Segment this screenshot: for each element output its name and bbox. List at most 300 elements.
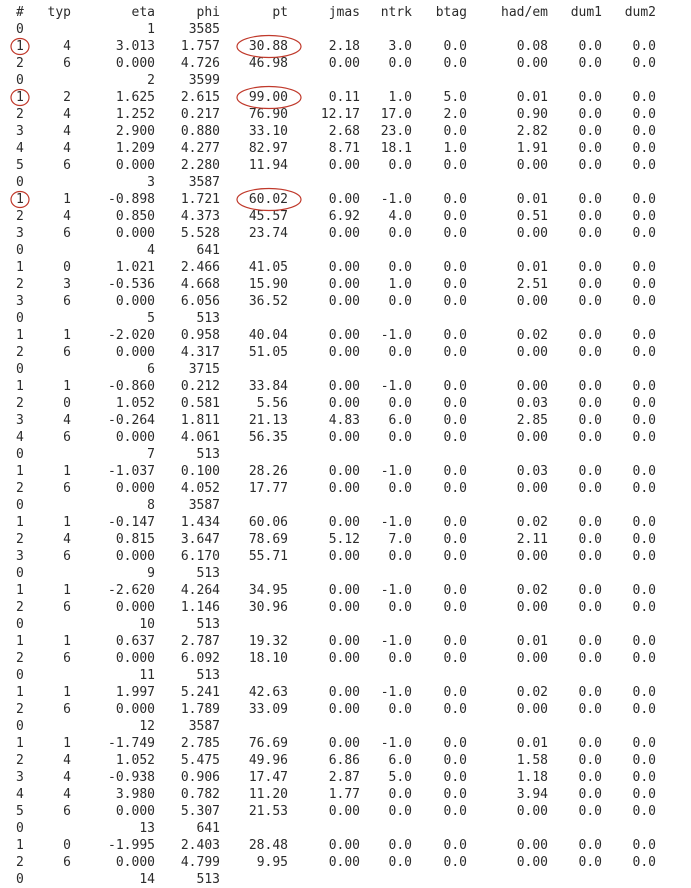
cell-dum1: 0.0 [578,430,602,445]
cell-ntrk: 0.0 [388,345,412,360]
cell-row-index: 0 [16,566,24,581]
cell-dum1: 0.0 [578,107,602,122]
object-row [0,429,691,446]
cell-typ: 1 [63,515,71,530]
header-eta: eta [131,5,155,20]
cell-pt: 51.05 [248,345,288,360]
cell-dum1: 0.0 [578,158,602,173]
cell-had-em: 0.00 [516,549,548,564]
cell-phi: 513 [196,668,220,683]
cell-eta: 1 [147,22,155,37]
cell-ntrk: -1.0 [380,634,412,649]
cell-pt: 60.06 [248,515,288,530]
cell-dum2: 0.0 [632,583,656,598]
cell-ntrk: -1.0 [380,192,412,207]
cell-btag: 5.0 [443,90,467,105]
cell-phi: 3715 [188,362,220,377]
event-header-row [0,72,691,89]
object-row [0,412,691,429]
cell-phi: 2.615 [180,90,220,105]
cell-eta: 0.637 [115,634,155,649]
cell-pt: 11.94 [248,158,288,173]
object-row [0,106,691,123]
cell-dum1: 0.0 [578,56,602,71]
cell-btag: 0.0 [443,685,467,700]
cell-row-index: 2 [16,56,24,71]
cell-dum2: 0.0 [632,600,656,615]
cell-btag: 0.0 [443,600,467,615]
cell-dum2: 0.0 [632,685,656,700]
cell-jmas: 2.87 [328,770,360,785]
cell-row-index: 1 [16,736,24,751]
cell-row-index: 2 [16,481,24,496]
cell-eta: 13 [139,821,155,836]
cell-eta: 11 [139,668,155,683]
cell-row-index: 2 [16,702,24,717]
cell-had-em: 0.00 [516,702,548,717]
cell-eta: 6 [147,362,155,377]
event-header-row [0,361,691,378]
cell-dum2: 0.0 [632,90,656,105]
cell-row-index: 0 [16,243,24,258]
cell-dum2: 0.0 [632,549,656,564]
object-row [0,225,691,242]
cell-had-em: 0.51 [516,209,548,224]
cell-had-em: 0.90 [516,107,548,122]
cell-pt: 9.95 [256,855,288,870]
cell-row-index: 1 [16,515,24,530]
cell-eta: -1.995 [108,838,155,853]
object-row [0,327,691,344]
cell-dum1: 0.0 [578,39,602,54]
cell-jmas: 0.00 [328,294,360,309]
cell-phi: 513 [196,617,220,632]
cell-btag: 0.0 [443,515,467,530]
cell-dum2: 0.0 [632,753,656,768]
cell-dum1: 0.0 [578,583,602,598]
cell-typ: 3 [63,277,71,292]
cell-ntrk: 6.0 [388,753,412,768]
cell-pt: 36.52 [248,294,288,309]
cell-typ: 0 [63,260,71,275]
cell-phi: 2.466 [180,260,220,275]
cell-jmas: 0.00 [328,855,360,870]
cell-typ: 4 [63,39,71,54]
cell-btag: 0.0 [443,396,467,411]
object-row [0,803,691,820]
cell-dum2: 0.0 [632,396,656,411]
cell-eta: 2 [147,73,155,88]
object-row [0,633,691,650]
cell-had-em: 0.00 [516,838,548,853]
cell-jmas: 0.00 [328,464,360,479]
cell-btag: 0.0 [443,532,467,547]
cell-ntrk: 0.0 [388,651,412,666]
cell-dum2: 0.0 [632,515,656,530]
cell-btag: 0.0 [443,430,467,445]
cell-had-em: 0.00 [516,651,548,666]
cell-dum2: 0.0 [632,192,656,207]
cell-ntrk: 1.0 [388,277,412,292]
cell-dum2: 0.0 [632,124,656,139]
cell-phi: 0.100 [180,464,220,479]
cell-btag: 0.0 [443,804,467,819]
cell-ntrk: 0.0 [388,226,412,241]
cell-row-index: 3 [16,413,24,428]
cell-ntrk: 0.0 [388,430,412,445]
cell-dum1: 0.0 [578,787,602,802]
cell-phi: 2.280 [180,158,220,173]
header-dum2: dum2 [624,5,656,20]
cell-ntrk: 0.0 [388,260,412,275]
cell-typ: 1 [63,736,71,751]
cell-row-index: 5 [16,804,24,819]
cell-eta: 3.013 [115,39,155,54]
cell-typ: 6 [63,702,71,717]
cell-eta: 3.980 [115,787,155,802]
cell-pt: 30.96 [248,600,288,615]
cell-pt: 99.00 [248,90,288,105]
cell-ntrk: 0.0 [388,396,412,411]
cell-dum2: 0.0 [632,39,656,54]
cell-eta: 0.000 [115,804,155,819]
cell-dum1: 0.0 [578,192,602,207]
cell-had-em: 3.94 [516,787,548,802]
cell-eta: -0.898 [108,192,155,207]
cell-typ: 6 [63,345,71,360]
cell-btag: 0.0 [443,277,467,292]
cell-phi: 2.785 [180,736,220,751]
header-row-index: # [16,5,24,20]
cell-jmas: 0.00 [328,379,360,394]
cell-pt: 28.48 [248,838,288,853]
cell-phi: 0.782 [180,787,220,802]
cell-typ: 2 [63,90,71,105]
cell-ntrk: 5.0 [388,770,412,785]
cell-dum1: 0.0 [578,481,602,496]
cell-row-index: 1 [16,192,24,207]
cell-had-em: 0.00 [516,430,548,445]
cell-ntrk: 6.0 [388,413,412,428]
cell-phi: 2.787 [180,634,220,649]
cell-row-index: 2 [16,345,24,360]
cell-typ: 6 [63,430,71,445]
cell-ntrk: 7.0 [388,532,412,547]
cell-pt: 46.98 [248,56,288,71]
cell-btag: 0.0 [443,549,467,564]
object-row [0,378,691,395]
cell-jmas: 0.00 [328,583,360,598]
cell-dum2: 0.0 [632,209,656,224]
cell-dum2: 0.0 [632,226,656,241]
cell-typ: 6 [63,481,71,496]
cell-pt: 18.10 [248,651,288,666]
cell-had-em: 0.03 [516,464,548,479]
cell-eta: 0.850 [115,209,155,224]
cell-phi: 5.307 [180,804,220,819]
cell-typ: 1 [63,685,71,700]
cell-dum2: 0.0 [632,141,656,156]
cell-had-em: 2.85 [516,413,548,428]
cell-phi: 4.277 [180,141,220,156]
cell-typ: 6 [63,855,71,870]
cell-typ: 6 [63,651,71,666]
cell-btag: 0.0 [443,583,467,598]
cell-dum1: 0.0 [578,685,602,700]
cell-had-em: 1.18 [516,770,548,785]
cell-jmas: 0.00 [328,549,360,564]
cell-eta: 1.209 [115,141,155,156]
cell-ntrk: 0.0 [388,549,412,564]
cell-row-index: 3 [16,226,24,241]
cell-had-em: 0.02 [516,685,548,700]
cell-btag: 0.0 [443,413,467,428]
cell-dum2: 0.0 [632,107,656,122]
cell-phi: 1.146 [180,600,220,615]
cell-dum2: 0.0 [632,702,656,717]
object-row [0,514,691,531]
object-row [0,293,691,310]
cell-had-em: 0.00 [516,855,548,870]
cell-eta: 1.625 [115,90,155,105]
cell-phi: 1.434 [180,515,220,530]
cell-dum2: 0.0 [632,855,656,870]
cell-btag: 0.0 [443,39,467,54]
object-row [0,735,691,752]
object-row [0,395,691,412]
object-row [0,208,691,225]
event-header-row [0,310,691,327]
cell-typ: 6 [63,158,71,173]
cell-pt: 17.47 [248,770,288,785]
cell-jmas: 8.71 [328,141,360,156]
object-row [0,599,691,616]
cell-row-index: 3 [16,294,24,309]
cell-eta: 14 [139,872,155,887]
cell-phi: 0.906 [180,770,220,785]
cell-row-index: 0 [16,22,24,37]
cell-jmas: 0.00 [328,600,360,615]
cell-phi: 513 [196,566,220,581]
cell-pt: 76.90 [248,107,288,122]
object-row [0,582,691,599]
cell-dum1: 0.0 [578,855,602,870]
cell-ntrk: 4.0 [388,209,412,224]
cell-eta: 9 [147,566,155,581]
cell-phi: 3587 [188,175,220,190]
cell-eta: 1.021 [115,260,155,275]
cell-pt: 42.63 [248,685,288,700]
cell-eta: 0.000 [115,702,155,717]
object-row [0,548,691,565]
cell-dum2: 0.0 [632,413,656,428]
object-row [0,276,691,293]
cell-jmas: 0.00 [328,634,360,649]
cell-dum1: 0.0 [578,90,602,105]
cell-had-em: 0.01 [516,90,548,105]
cell-dum1: 0.0 [578,209,602,224]
cell-pt: 55.71 [248,549,288,564]
cell-ntrk: 0.0 [388,481,412,496]
cell-row-index: 3 [16,549,24,564]
cell-btag: 1.0 [443,141,467,156]
cell-btag: 0.0 [443,56,467,71]
cell-row-index: 2 [16,855,24,870]
cell-dum2: 0.0 [632,328,656,343]
cell-row-index: 2 [16,600,24,615]
header-phi: phi [196,5,220,20]
cell-ntrk: 18.1 [380,141,412,156]
cell-typ: 6 [63,56,71,71]
cell-phi: 4.668 [180,277,220,292]
cell-dum2: 0.0 [632,651,656,666]
cell-row-index: 4 [16,141,24,156]
cell-row-index: 2 [16,753,24,768]
cell-eta: 5 [147,311,155,326]
cell-eta: -1.037 [108,464,155,479]
cell-row-index: 0 [16,73,24,88]
cell-ntrk: -1.0 [380,379,412,394]
cell-ntrk: 0.0 [388,294,412,309]
cell-phi: 1.789 [180,702,220,717]
cell-eta: 10 [139,617,155,632]
cell-ntrk: 0.0 [388,838,412,853]
cell-pt: 19.32 [248,634,288,649]
cell-dum1: 0.0 [578,753,602,768]
cell-had-em: 0.00 [516,158,548,173]
cell-phi: 4.317 [180,345,220,360]
cell-btag: 0.0 [443,226,467,241]
cell-pt: 33.10 [248,124,288,139]
cell-typ: 0 [63,838,71,853]
cell-had-em: 0.01 [516,260,548,275]
cell-ntrk: -1.0 [380,515,412,530]
cell-phi: 513 [196,447,220,462]
cell-dum2: 0.0 [632,294,656,309]
cell-pt: 15.90 [248,277,288,292]
cell-row-index: 1 [16,328,24,343]
cell-dum1: 0.0 [578,549,602,564]
cell-dum2: 0.0 [632,770,656,785]
object-row [0,854,691,871]
cell-btag: 0.0 [443,855,467,870]
cell-eta: 3 [147,175,155,190]
cell-had-em: 0.00 [516,294,548,309]
cell-typ: 4 [63,753,71,768]
cell-jmas: 4.83 [328,413,360,428]
cell-btag: 0.0 [443,702,467,717]
cell-jmas: 0.00 [328,396,360,411]
cell-btag: 2.0 [443,107,467,122]
cell-row-index: 0 [16,498,24,513]
event-header-row [0,565,691,582]
cell-pt: 5.56 [256,396,288,411]
cell-jmas: 0.00 [328,515,360,530]
cell-had-em: 2.82 [516,124,548,139]
cell-had-em: 2.51 [516,277,548,292]
cell-dum2: 0.0 [632,736,656,751]
cell-had-em: 0.00 [516,600,548,615]
object-row [0,55,691,72]
cell-jmas: 5.12 [328,532,360,547]
cell-btag: 0.0 [443,634,467,649]
cell-typ: 1 [63,583,71,598]
cell-typ: 6 [63,804,71,819]
object-row [0,752,691,769]
cell-row-index: 2 [16,209,24,224]
cell-pt: 21.13 [248,413,288,428]
cell-dum2: 0.0 [632,634,656,649]
cell-row-index: 1 [16,583,24,598]
object-row [0,38,691,55]
event-header-row [0,667,691,684]
cell-phi: 3587 [188,719,220,734]
cell-btag: 0.0 [443,124,467,139]
object-row [0,123,691,140]
cell-eta: 2.900 [115,124,155,139]
cell-typ: 4 [63,787,71,802]
cell-eta: 0.000 [115,345,155,360]
cell-jmas: 0.00 [328,226,360,241]
object-row [0,191,691,208]
cell-row-index: 1 [16,90,24,105]
cell-ntrk: 3.0 [388,39,412,54]
cell-eta: -0.860 [108,379,155,394]
cell-pt: 82.97 [248,141,288,156]
cell-typ: 1 [63,328,71,343]
event-header-row [0,174,691,191]
cell-jmas: 0.00 [328,345,360,360]
cell-dum1: 0.0 [578,600,602,615]
cell-dum2: 0.0 [632,787,656,802]
cell-row-index: 1 [16,260,24,275]
cell-phi: 4.052 [180,481,220,496]
cell-eta: 1.997 [115,685,155,700]
cell-dum1: 0.0 [578,532,602,547]
cell-ntrk: -1.0 [380,583,412,598]
cell-had-em: 1.58 [516,753,548,768]
cell-btag: 0.0 [443,481,467,496]
cell-pt: 33.84 [248,379,288,394]
cell-row-index: 4 [16,787,24,802]
cell-phi: 513 [196,872,220,887]
cell-row-index: 4 [16,430,24,445]
cell-row-index: 2 [16,277,24,292]
cell-eta: 0.000 [115,158,155,173]
cell-phi: 6.056 [180,294,220,309]
cell-dum1: 0.0 [578,294,602,309]
cell-typ: 4 [63,770,71,785]
object-row [0,140,691,157]
cell-jmas: 0.00 [328,328,360,343]
cell-pt: 21.53 [248,804,288,819]
cell-phi: 2.403 [180,838,220,853]
cell-had-em: 0.00 [516,345,548,360]
cell-had-em: 0.00 [516,226,548,241]
cell-dum2: 0.0 [632,260,656,275]
cell-typ: 6 [63,294,71,309]
cell-dum1: 0.0 [578,396,602,411]
cell-dum1: 0.0 [578,838,602,853]
cell-eta: 8 [147,498,155,513]
cell-had-em: 0.02 [516,328,548,343]
cell-phi: 0.212 [180,379,220,394]
cell-phi: 1.811 [180,413,220,428]
cell-eta: -1.749 [108,736,155,751]
cell-dum1: 0.0 [578,736,602,751]
event-header-row [0,718,691,735]
cell-btag: 0.0 [443,294,467,309]
